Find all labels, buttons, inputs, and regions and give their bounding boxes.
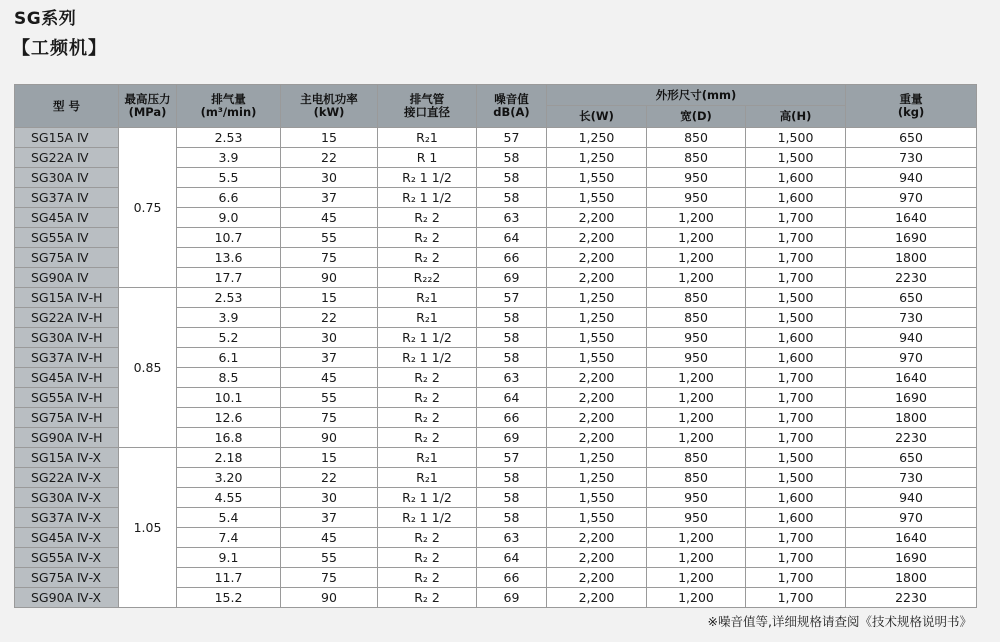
height-cell: 1,700 [746,428,846,448]
outlet-pipe-cell: R₂ 2 [378,428,477,448]
length-cell: 2,200 [547,368,647,388]
height-cell: 1,700 [746,368,846,388]
length-cell: 2,200 [547,568,647,588]
motor-power-cell: 37 [281,188,378,208]
air-volume-cell: 8.5 [177,368,281,388]
noise-cell: 63 [477,208,547,228]
height-cell: 1,700 [746,548,846,568]
weight-cell: 1640 [846,368,977,388]
weight-cell: 2230 [846,428,977,448]
model-cell: SG37A Ⅳ [15,188,119,208]
noise-cell: 58 [477,508,547,528]
header-noise [477,85,547,128]
motor-power-cell: 37 [281,508,378,528]
weight-cell: 1640 [846,528,977,548]
motor-power-cell: 75 [281,568,378,588]
motor-power-cell: 75 [281,408,378,428]
air-volume-cell: 3.9 [177,308,281,328]
air-volume-cell: 2.53 [177,128,281,148]
air-volume-cell: 5.5 [177,168,281,188]
width-cell: 1,200 [647,248,746,268]
header-length: 长(W) [547,106,647,128]
motor-power-cell: 45 [281,208,378,228]
page-subtitle: 【工频机】 [12,38,107,59]
noise-cell: 63 [477,368,547,388]
width-cell: 950 [647,348,746,368]
outlet-pipe-cell: R₂1 [378,468,477,488]
header-motor-power [281,85,378,128]
width-cell: 950 [647,328,746,348]
height-cell: 1,600 [746,168,846,188]
length-cell: 2,200 [547,228,647,248]
noise-cell: 69 [477,268,547,288]
length-cell: 2,200 [547,428,647,448]
header-width: 宽(D) [647,106,746,128]
length-cell: 1,550 [547,348,647,368]
height-cell: 1,600 [746,508,846,528]
noise-cell: 64 [477,388,547,408]
outlet-pipe-cell: R₂ 1 1/2 [378,188,477,208]
weight-cell: 730 [846,468,977,488]
height-cell: 1,700 [746,588,846,608]
length-cell: 1,550 [547,168,647,188]
air-volume-cell: 3.20 [177,468,281,488]
header-noise-label: 噪音值 [494,92,529,106]
noise-cell: 57 [477,128,547,148]
length-cell: 1,550 [547,508,647,528]
header-air-label: 排气量 [211,92,246,106]
header-air-unit: (m³/min) [200,105,257,119]
height-cell: 1,700 [746,248,846,268]
motor-power-cell: 15 [281,288,378,308]
noise-cell: 58 [477,488,547,508]
weight-cell: 730 [846,308,977,328]
length-cell: 2,200 [547,248,647,268]
noise-cell: 58 [477,188,547,208]
noise-cell: 58 [477,148,547,168]
outlet-pipe-cell: R 1 [378,148,477,168]
width-cell: 850 [647,148,746,168]
length-cell: 2,200 [547,408,647,428]
motor-power-cell: 30 [281,168,378,188]
air-volume-cell: 7.4 [177,528,281,548]
noise-cell: 64 [477,548,547,568]
model-cell: SG30A Ⅳ-H [15,328,119,348]
height-cell: 1,700 [746,388,846,408]
air-volume-cell: 9.1 [177,548,281,568]
pressure-cell: 0.85 [119,288,177,448]
outlet-pipe-cell: R₂ 2 [378,548,477,568]
outlet-pipe-cell: R₂1 [378,128,477,148]
outlet-pipe-cell: R₂1 [378,448,477,468]
header-outlet-pipe [378,85,477,128]
model-cell: SG22A Ⅳ-H [15,308,119,328]
height-cell: 1,600 [746,328,846,348]
weight-cell: 970 [846,188,977,208]
model-cell: SG75A Ⅳ-X [15,568,119,588]
outlet-pipe-cell: R₂ 1 1/2 [378,348,477,368]
series-title: SG系列 [14,9,77,29]
outlet-pipe-cell: R₂ 2 [378,388,477,408]
model-cell: SG55A Ⅳ-H [15,388,119,408]
model-cell: SG22A Ⅳ [15,148,119,168]
weight-cell: 1690 [846,548,977,568]
height-cell: 1,500 [746,448,846,468]
weight-cell: 2230 [846,268,977,288]
height-cell: 1,500 [746,288,846,308]
height-cell: 1,500 [746,308,846,328]
air-volume-cell: 9.0 [177,208,281,228]
model-cell: SG15A Ⅳ [15,128,119,148]
width-cell: 950 [647,168,746,188]
header-pressure-label: 最高压力 [124,92,171,106]
height-cell: 1,600 [746,188,846,208]
height-cell: 1,700 [746,268,846,288]
air-volume-cell: 5.2 [177,328,281,348]
width-cell: 850 [647,128,746,148]
width-cell: 1,200 [647,408,746,428]
header-dimensions: 外形尺寸(mm) [547,85,846,106]
length-cell: 2,200 [547,208,647,228]
outlet-pipe-cell: R₂ 2 [378,208,477,228]
air-volume-cell: 3.9 [177,148,281,168]
length-cell: 1,250 [547,148,647,168]
outlet-pipe-cell: R₂ 2 [378,528,477,548]
air-volume-cell: 4.55 [177,488,281,508]
header-weight-unit: (kg) [897,105,925,119]
header-air-volume [177,85,281,128]
outlet-pipe-cell: R₂ 2 [378,248,477,268]
table-row [15,448,977,468]
noise-cell: 58 [477,328,547,348]
width-cell: 850 [647,308,746,328]
width-cell: 850 [647,468,746,488]
outlet-pipe-cell: R₂ 2 [378,588,477,608]
header-model: 型 号 [15,85,119,128]
header-pipe-label: 排气管 [409,92,445,106]
header-height: 高(H) [746,106,846,128]
noise-cell: 57 [477,288,547,308]
motor-power-cell: 22 [281,308,378,328]
air-volume-cell: 6.6 [177,188,281,208]
model-cell: SG55A Ⅳ-X [15,548,119,568]
noise-cell: 58 [477,308,547,328]
weight-cell: 1800 [846,248,977,268]
weight-cell: 650 [846,288,977,308]
height-cell: 1,700 [746,408,846,428]
length-cell: 2,200 [547,528,647,548]
model-cell: SG30A Ⅳ-X [15,488,119,508]
model-cell: SG90A Ⅳ-X [15,588,119,608]
weight-cell: 940 [846,328,977,348]
length-cell: 1,250 [547,128,647,148]
width-cell: 950 [647,508,746,528]
header-noise-unit: dB(A) [493,105,530,119]
table-row [15,128,977,148]
air-volume-cell: 16.8 [177,428,281,448]
air-volume-cell: 2.53 [177,288,281,308]
height-cell: 1,600 [746,488,846,508]
weight-cell: 650 [846,128,977,148]
noise-cell: 69 [477,428,547,448]
outlet-pipe-cell: R₂ 1 1/2 [378,328,477,348]
width-cell: 850 [647,448,746,468]
motor-power-cell: 90 [281,588,378,608]
outlet-pipe-cell: R₂1 [378,308,477,328]
motor-power-cell: 55 [281,388,378,408]
length-cell: 2,200 [547,588,647,608]
motor-power-cell: 15 [281,128,378,148]
width-cell: 950 [647,488,746,508]
model-cell: SG30A Ⅳ [15,168,119,188]
weight-cell: 940 [846,488,977,508]
motor-power-cell: 75 [281,248,378,268]
weight-cell: 1690 [846,228,977,248]
weight-cell: 1800 [846,408,977,428]
model-cell: SG55A Ⅳ [15,228,119,248]
height-cell: 1,500 [746,128,846,148]
noise-cell: 69 [477,588,547,608]
noise-cell: 66 [477,248,547,268]
model-cell: SG45A Ⅳ [15,208,119,228]
header-pressure [119,85,177,128]
table-body [15,128,977,608]
length-cell: 1,550 [547,328,647,348]
width-cell: 1,200 [647,268,746,288]
length-cell: 1,250 [547,468,647,488]
outlet-pipe-cell: R₂ 2 [378,368,477,388]
air-volume-cell: 5.4 [177,508,281,528]
noise-cell: 57 [477,448,547,468]
model-cell: SG75A Ⅳ [15,248,119,268]
motor-power-cell: 37 [281,348,378,368]
length-cell: 2,200 [547,268,647,288]
motor-power-cell: 90 [281,268,378,288]
length-cell: 1,550 [547,488,647,508]
footnote: ※噪音值等,详细规格请查阅《技术规格说明书》 [707,614,972,629]
width-cell: 1,200 [647,428,746,448]
outlet-pipe-cell: R₂ 1 1/2 [378,508,477,528]
air-volume-cell: 12.6 [177,408,281,428]
motor-power-cell: 15 [281,448,378,468]
header-pipe-sub: 接口直径 [404,105,450,119]
air-volume-cell: 10.7 [177,228,281,248]
height-cell: 1,500 [746,148,846,168]
outlet-pipe-cell: R₂ 2 [378,228,477,248]
model-cell: SG75A Ⅳ-H [15,408,119,428]
height-cell: 1,500 [746,468,846,488]
motor-power-cell: 22 [281,148,378,168]
motor-power-cell: 55 [281,228,378,248]
weight-cell: 940 [846,168,977,188]
table-row [15,288,977,308]
width-cell: 850 [647,288,746,308]
header-weight-label: 重量 [899,92,923,106]
header-pressure-unit: (MPa) [128,105,167,119]
width-cell: 1,200 [647,388,746,408]
air-volume-cell: 6.1 [177,348,281,368]
model-cell: SG22A Ⅳ-X [15,468,119,488]
model-cell: SG90A Ⅳ [15,268,119,288]
motor-power-cell: 45 [281,528,378,548]
length-cell: 1,250 [547,448,647,468]
width-cell: 1,200 [647,208,746,228]
height-cell: 1,600 [746,348,846,368]
height-cell: 1,700 [746,228,846,248]
air-volume-cell: 10.1 [177,388,281,408]
motor-power-cell: 45 [281,368,378,388]
noise-cell: 66 [477,568,547,588]
weight-cell: 1690 [846,388,977,408]
outlet-pipe-cell: R₂ 2 [378,408,477,428]
motor-power-cell: 30 [281,488,378,508]
table-header [15,85,977,128]
header-power-label: 主电机功率 [300,92,358,106]
header-weight [846,85,977,128]
weight-cell: 650 [846,448,977,468]
air-volume-cell: 17.7 [177,268,281,288]
weight-cell: 1640 [846,208,977,228]
model-cell: SG90A Ⅳ-H [15,428,119,448]
model-cell: SG37A Ⅳ-X [15,508,119,528]
weight-cell: 970 [846,508,977,528]
width-cell: 1,200 [647,568,746,588]
outlet-pipe-cell: R₂ 1 1/2 [378,168,477,188]
noise-cell: 58 [477,168,547,188]
motor-power-cell: 30 [281,328,378,348]
outlet-pipe-cell: R₂ 1 1/2 [378,488,477,508]
model-cell: SG15A Ⅳ-H [15,288,119,308]
noise-cell: 66 [477,408,547,428]
width-cell: 1,200 [647,548,746,568]
width-cell: 1,200 [647,588,746,608]
outlet-pipe-cell: R₂1 [378,288,477,308]
noise-cell: 64 [477,228,547,248]
height-cell: 1,700 [746,208,846,228]
weight-cell: 2230 [846,588,977,608]
length-cell: 1,550 [547,188,647,208]
air-volume-cell: 13.6 [177,248,281,268]
height-cell: 1,700 [746,528,846,548]
air-volume-cell: 2.18 [177,448,281,468]
width-cell: 1,200 [647,368,746,388]
length-cell: 2,200 [547,388,647,408]
width-cell: 1,200 [647,528,746,548]
weight-cell: 970 [846,348,977,368]
noise-cell: 58 [477,468,547,488]
weight-cell: 730 [846,148,977,168]
model-cell: SG15A Ⅳ-X [15,448,119,468]
length-cell: 1,250 [547,308,647,328]
pressure-cell: 1.05 [119,448,177,608]
model-cell: SG45A Ⅳ-X [15,528,119,548]
air-volume-cell: 11.7 [177,568,281,588]
model-cell: SG37A Ⅳ-H [15,348,119,368]
motor-power-cell: 55 [281,548,378,568]
motor-power-cell: 22 [281,468,378,488]
width-cell: 950 [647,188,746,208]
height-cell: 1,700 [746,568,846,588]
length-cell: 1,250 [547,288,647,308]
model-cell: SG45A Ⅳ-H [15,368,119,388]
noise-cell: 63 [477,528,547,548]
weight-cell: 1800 [846,568,977,588]
length-cell: 2,200 [547,548,647,568]
outlet-pipe-cell: R₂₂2 [378,268,477,288]
motor-power-cell: 90 [281,428,378,448]
spec-table [14,84,977,608]
air-volume-cell: 15.2 [177,588,281,608]
pressure-cell: 0.75 [119,128,177,288]
header-power-unit: (kW) [313,105,345,119]
noise-cell: 58 [477,348,547,368]
outlet-pipe-cell: R₂ 2 [378,568,477,588]
width-cell: 1,200 [647,228,746,248]
